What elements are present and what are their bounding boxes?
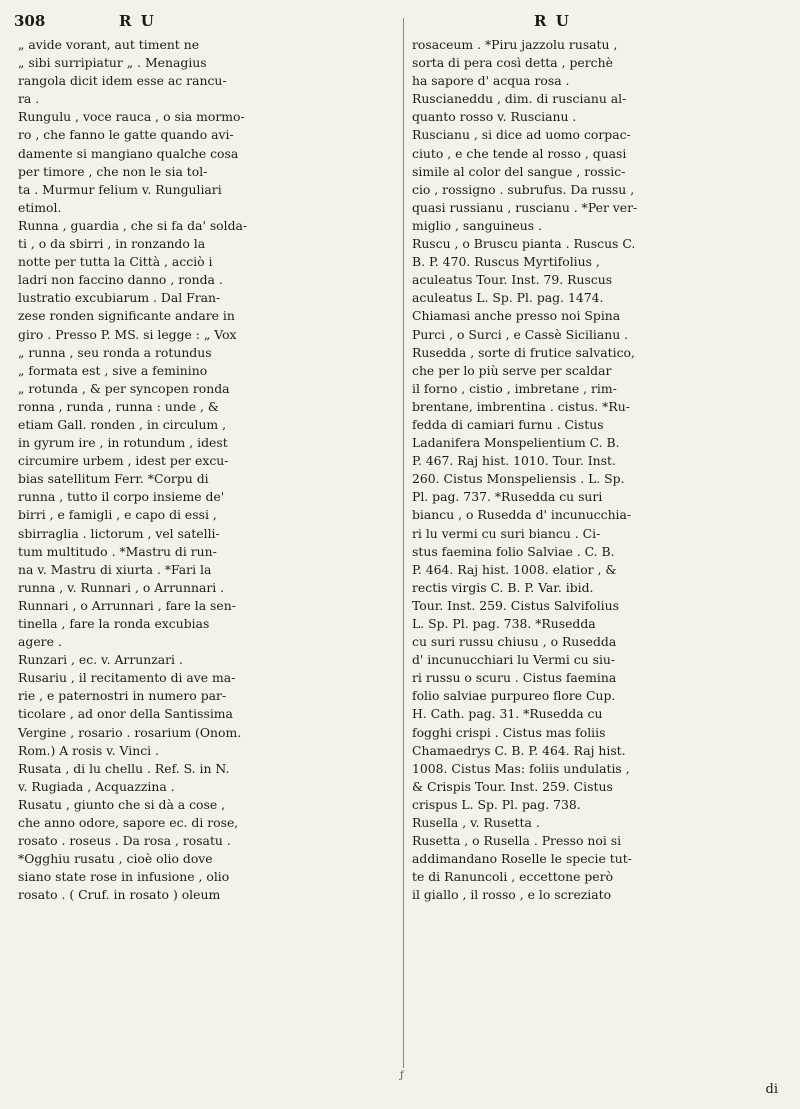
text-line: fedda di camiari furnu . Cistus bbox=[412, 416, 604, 432]
text-line: Runzari , ec. v. Arrunzari . bbox=[18, 652, 183, 668]
text-line: ciuto , e che tende al rosso , quasi bbox=[412, 145, 627, 161]
text-line: rectis virgis C. B. P. Var. ibid. bbox=[412, 579, 594, 595]
text-line: circumire urbem , idest per excu- bbox=[18, 453, 229, 469]
text-line: & Crispis Tour. Inst. 259. Cistus bbox=[412, 778, 613, 794]
text-line: te di Ranuncoli , eccettone però bbox=[412, 869, 614, 885]
text-line: L. Sp. Pl. pag. 738. *Rusedda bbox=[412, 616, 596, 631]
text-line: Ladanifera Monspelientium C. B. bbox=[412, 435, 620, 451]
text-line: che anno odore, sapore ec. di rose, bbox=[18, 815, 239, 831]
text-line: tinella , fare la ronda excubias bbox=[18, 616, 210, 631]
text-line: per timore , che non le sia tol- bbox=[18, 163, 208, 179]
text-line: addimandano Roselle le specie tut- bbox=[412, 851, 632, 867]
text-line: brentane, imbrentina . cistus. *Ru- bbox=[412, 398, 630, 414]
text-line: 260. Cistus Monspeliensis . L. Sp. bbox=[412, 471, 625, 487]
text-line: „ avide vorant, aut timent ne bbox=[18, 37, 200, 52]
text-line: rosato . roseus . Da rosa , rosatu . bbox=[18, 833, 231, 849]
text-line: birri , e famigli , e capo di essi , bbox=[18, 507, 217, 523]
text-line: bias satellitum Ferr. *Corpu di bbox=[18, 471, 209, 487]
text-line: Rungulu , voce rauca , o sia mormo- bbox=[18, 109, 245, 125]
text-line: rie , e paternostri in numero par- bbox=[18, 688, 227, 704]
text-line: ro , che fanno le gatte quando avi- bbox=[18, 127, 234, 143]
footer-mark: ƒ bbox=[400, 1070, 404, 1081]
text-line: crispus L. Sp. Pl. pag. 738. bbox=[412, 796, 581, 812]
left-column bbox=[18, 36, 403, 905]
text-line: aculeatus L. Sp. Pl. pag. 1474. bbox=[412, 290, 604, 306]
text-line: Runna , guardia , che si fa da' solda- bbox=[18, 217, 248, 233]
text-line: B. P. 470. Ruscus Myrtifolius , bbox=[412, 254, 600, 270]
text-line: „ rotunda , & per syncopen ronda bbox=[18, 380, 230, 396]
text-line: rosaceum . *Piru jazzolu rusatu , bbox=[412, 37, 618, 52]
text-line: Chamaedrys C. B. P. 464. Raj hist. bbox=[412, 742, 626, 758]
text-line: „ runna , seu ronda a rotundus bbox=[18, 344, 212, 360]
text-line: ha sapore d' acqua rosa . bbox=[412, 73, 570, 89]
text-line: quasi russianu , ruscianu . *Per ver- bbox=[412, 199, 638, 215]
text-line: ri russu o scuru . Cistus faemina bbox=[412, 670, 617, 686]
text-line: Rusariu , il recitamento di ave ma- bbox=[18, 670, 236, 686]
text-line: simile al color del sangue , rossic- bbox=[412, 163, 626, 179]
text-line: „ formata est , sive a feminino bbox=[18, 362, 208, 378]
text-line: etimol. bbox=[18, 199, 62, 215]
text-line: Ruscu , o Bruscu pianta . Ruscus C. bbox=[412, 236, 636, 252]
text-line: Chiamasi anche presso noi Spina bbox=[412, 308, 621, 324]
text-line: lustratio excubiarum . Dal Fran- bbox=[18, 290, 221, 306]
text-line: P. 467. Raj hist. 1010. Tour. Inst. bbox=[412, 453, 616, 469]
text-line: quanto rosso v. Ruscianu . bbox=[412, 109, 577, 125]
text-line: che per lo più serve per scaldar bbox=[412, 362, 612, 378]
text-line: Pl. pag. 737. *Rusedda cu suri bbox=[412, 489, 603, 505]
text-line: aculeatus Tour. Inst. 79. Ruscus bbox=[412, 272, 613, 288]
text-line: stus faemina folio Salviae . C. B. bbox=[412, 543, 615, 559]
text-line: Rusetta , o Rusella . Presso noi si bbox=[412, 833, 622, 849]
text-line: „ sibi surripiatur „ . Menagius bbox=[18, 55, 207, 71]
text-line: zese ronden significante andare in bbox=[18, 308, 235, 324]
text-line: cio , rossigno . subrufus. Da russu , bbox=[412, 181, 635, 197]
column-divider bbox=[403, 18, 404, 1068]
text-line: Rusatu , giunto che si dà a cose , bbox=[18, 796, 226, 812]
text-line: ra . bbox=[18, 91, 40, 107]
text-line: fogghi crispi . Cistus mas foliis bbox=[412, 724, 606, 740]
text-line: Rusella , v. Rusetta . bbox=[412, 815, 540, 831]
catchword: di bbox=[765, 1082, 778, 1097]
text-line: H. Cath. pag. 31. *Rusedda cu bbox=[412, 706, 603, 722]
text-line: damente si mangiano qualche cosa bbox=[18, 145, 239, 161]
text-line: Rusata , di lu chellu . Ref. S. in N. bbox=[18, 760, 230, 776]
text-line: siano state rose in infusione , olio bbox=[18, 869, 230, 885]
text-line: d' incunucchiari lu Vermi cu siu- bbox=[412, 652, 616, 668]
text-line: biancu , o Rusedda d' incunucchia- bbox=[412, 507, 632, 523]
text-line: agere . bbox=[18, 634, 62, 650]
text-line: Ruscianeddu , dim. di ruscianu al- bbox=[412, 91, 627, 107]
text-line: rangola dicit idem esse ac rancu- bbox=[18, 73, 227, 89]
text-line: sbirraglia . lictorum , vel satelli- bbox=[18, 525, 220, 541]
text-line: Vergine , rosario . rosarium (Onom. bbox=[18, 724, 242, 740]
text-line: ta . Murmur felium v. Runguliari bbox=[18, 181, 222, 197]
text-line: na v. Mastru di xiurta . *Fari la bbox=[18, 561, 212, 577]
right-column bbox=[412, 36, 784, 905]
text-line: v. Rugiada , Acquazzina . bbox=[18, 778, 175, 794]
text-line: ti , o da sbirri , in ronzando la bbox=[18, 236, 206, 252]
text-line: Tour. Inst. 259. Cistus Salvifolius bbox=[412, 597, 619, 613]
text-line: giro . Presso P. MS. si legge : „ Vox bbox=[18, 326, 237, 342]
text-line: 1008. Cistus Mas: foliis undulatis , bbox=[412, 760, 630, 776]
page-number: 308 bbox=[14, 12, 46, 30]
running-header bbox=[14, 10, 774, 36]
text-line: il giallo , il rosso , e lo screziato bbox=[412, 887, 612, 903]
right-running-head: R U bbox=[534, 12, 571, 30]
text-line: in gyrum ire , in rotundum , idest bbox=[18, 435, 228, 451]
text-line: etiam Gall. ronden , in circulum , bbox=[18, 416, 227, 432]
text-line: ladri non faccino danno , ronda . bbox=[18, 272, 223, 288]
text-line: folio salviae purpureo flore Cup. bbox=[412, 688, 616, 704]
text-line: Rusedda , sorte di frutice salvatico, bbox=[412, 344, 635, 360]
text-line: Ruscianu , si dice ad uomo corpac- bbox=[412, 127, 631, 143]
text-line: tum multitudo . *Mastru di run- bbox=[18, 543, 217, 559]
text-line: ticolare , ad onor della Santissima bbox=[18, 706, 233, 722]
text-line: Rom.) A rosis v. Vinci . bbox=[18, 742, 159, 758]
text-line: ri lu vermi cu suri biancu . Ci- bbox=[412, 525, 601, 541]
text-line: sorta di pera così detta , perchè bbox=[412, 55, 613, 71]
text-line: Purci , o Surci , e Cassè Sicilianu . bbox=[412, 326, 629, 342]
text-line: notte per tutta la Città , acciò i bbox=[18, 254, 213, 270]
text-line: ronna , runda , runna : unde , & bbox=[18, 398, 219, 414]
text-line: runna , tutto il corpo insieme de' bbox=[18, 489, 225, 505]
left-running-head: R U bbox=[119, 12, 156, 30]
text-line: Runnari , o Arrunnari , fare la sen- bbox=[18, 597, 236, 613]
text-line: miglio , sanguineus . bbox=[412, 217, 542, 233]
text-line: *Ogghiu rusatu , cioè olio dove bbox=[18, 851, 213, 867]
text-line: il forno , cistio , imbretane , rim- bbox=[412, 380, 617, 396]
text-line: runna , v. Runnari , o Arrunnari . bbox=[18, 579, 225, 595]
text-line: cu suri russu chiusu , o Rusedda bbox=[412, 634, 617, 650]
text-line: rosato . ( Cruf. in rosato ) oleum bbox=[18, 887, 221, 903]
text-line: P. 464. Raj hist. 1008. elatior , & bbox=[412, 561, 617, 577]
